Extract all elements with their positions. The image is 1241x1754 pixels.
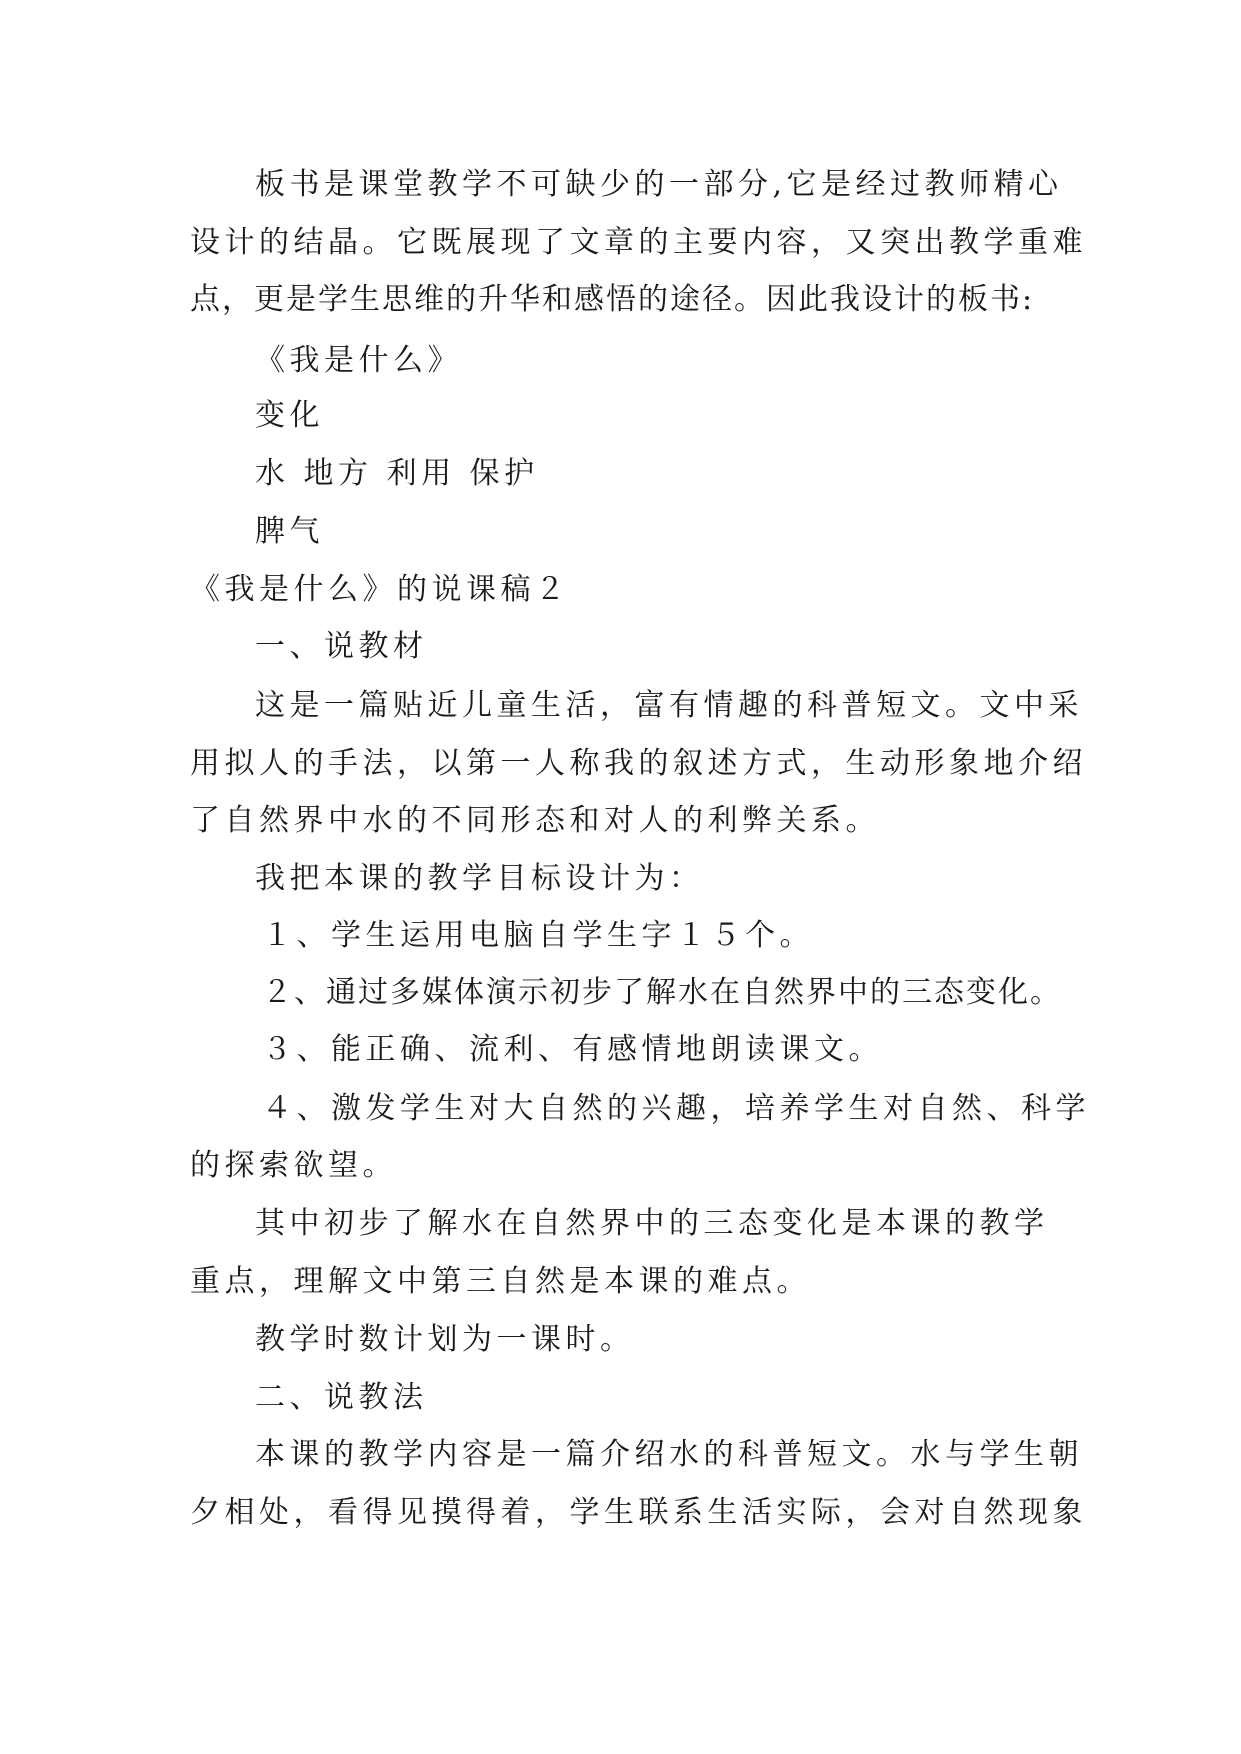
board-title: 《我是什么》	[255, 343, 462, 378]
paragraph-line: 设计的结晶。它既展现了文章的主要内容，又突出教学重难	[190, 225, 1087, 260]
goal-item: ２、通过多媒体演示初步了解水在自然界中的三态变化。	[262, 975, 1062, 1010]
paragraph-line: 我把本课的教学目标设计为：	[255, 861, 704, 896]
board-item: 脾气	[255, 514, 324, 549]
paragraph-line: 本课的教学内容是一篇介绍水的科普短文。水与学生朝	[255, 1437, 1083, 1472]
goal-item: ３、能正确、流利、有感情地朗读课文。	[262, 1032, 883, 1067]
paragraph-line: 重点，理解文中第三自然是本课的难点。	[190, 1264, 811, 1299]
section-title: 《我是什么》的说课稿２	[190, 572, 570, 607]
paragraph-line: 其中初步了解水在自然界中的三态变化是本课的教学	[255, 1206, 1049, 1241]
paragraph-line: 这是一篇贴近儿童生活，富有情趣的科普短文。文中采	[255, 688, 1083, 723]
section-heading: 二、说教法	[255, 1380, 428, 1415]
board-item: 水 地方 利用 保护	[255, 456, 539, 491]
goal-item: １、学生运用电脑自学生字１５个。	[262, 918, 814, 953]
paragraph-line: 夕相处，看得见摸得着，学生联系生活实际，会对自然现象	[190, 1495, 1087, 1530]
paragraph-line: 的探索欲望。	[190, 1148, 397, 1183]
section-heading: 一、说教材	[255, 629, 428, 664]
paragraph-line: 点，更是学生思维的升华和感悟的途径。因此我设计的板书:	[190, 282, 1035, 317]
goal-item: ４、激发学生对大自然的兴趣，培养学生对自然、科学	[262, 1091, 1090, 1126]
paragraph-line: 教学时数计划为一课时。	[255, 1322, 635, 1357]
board-item: 变化	[255, 398, 324, 433]
paragraph-line: 板书是课堂教学不可缺少的一部分,它是经过教师精心	[255, 167, 1063, 202]
paragraph-line: 了自然界中水的不同形态和对人的利弊关系。	[190, 803, 880, 838]
paragraph-line: 用拟人的手法，以第一人称我的叙述方式，生动形象地介绍	[190, 746, 1087, 781]
